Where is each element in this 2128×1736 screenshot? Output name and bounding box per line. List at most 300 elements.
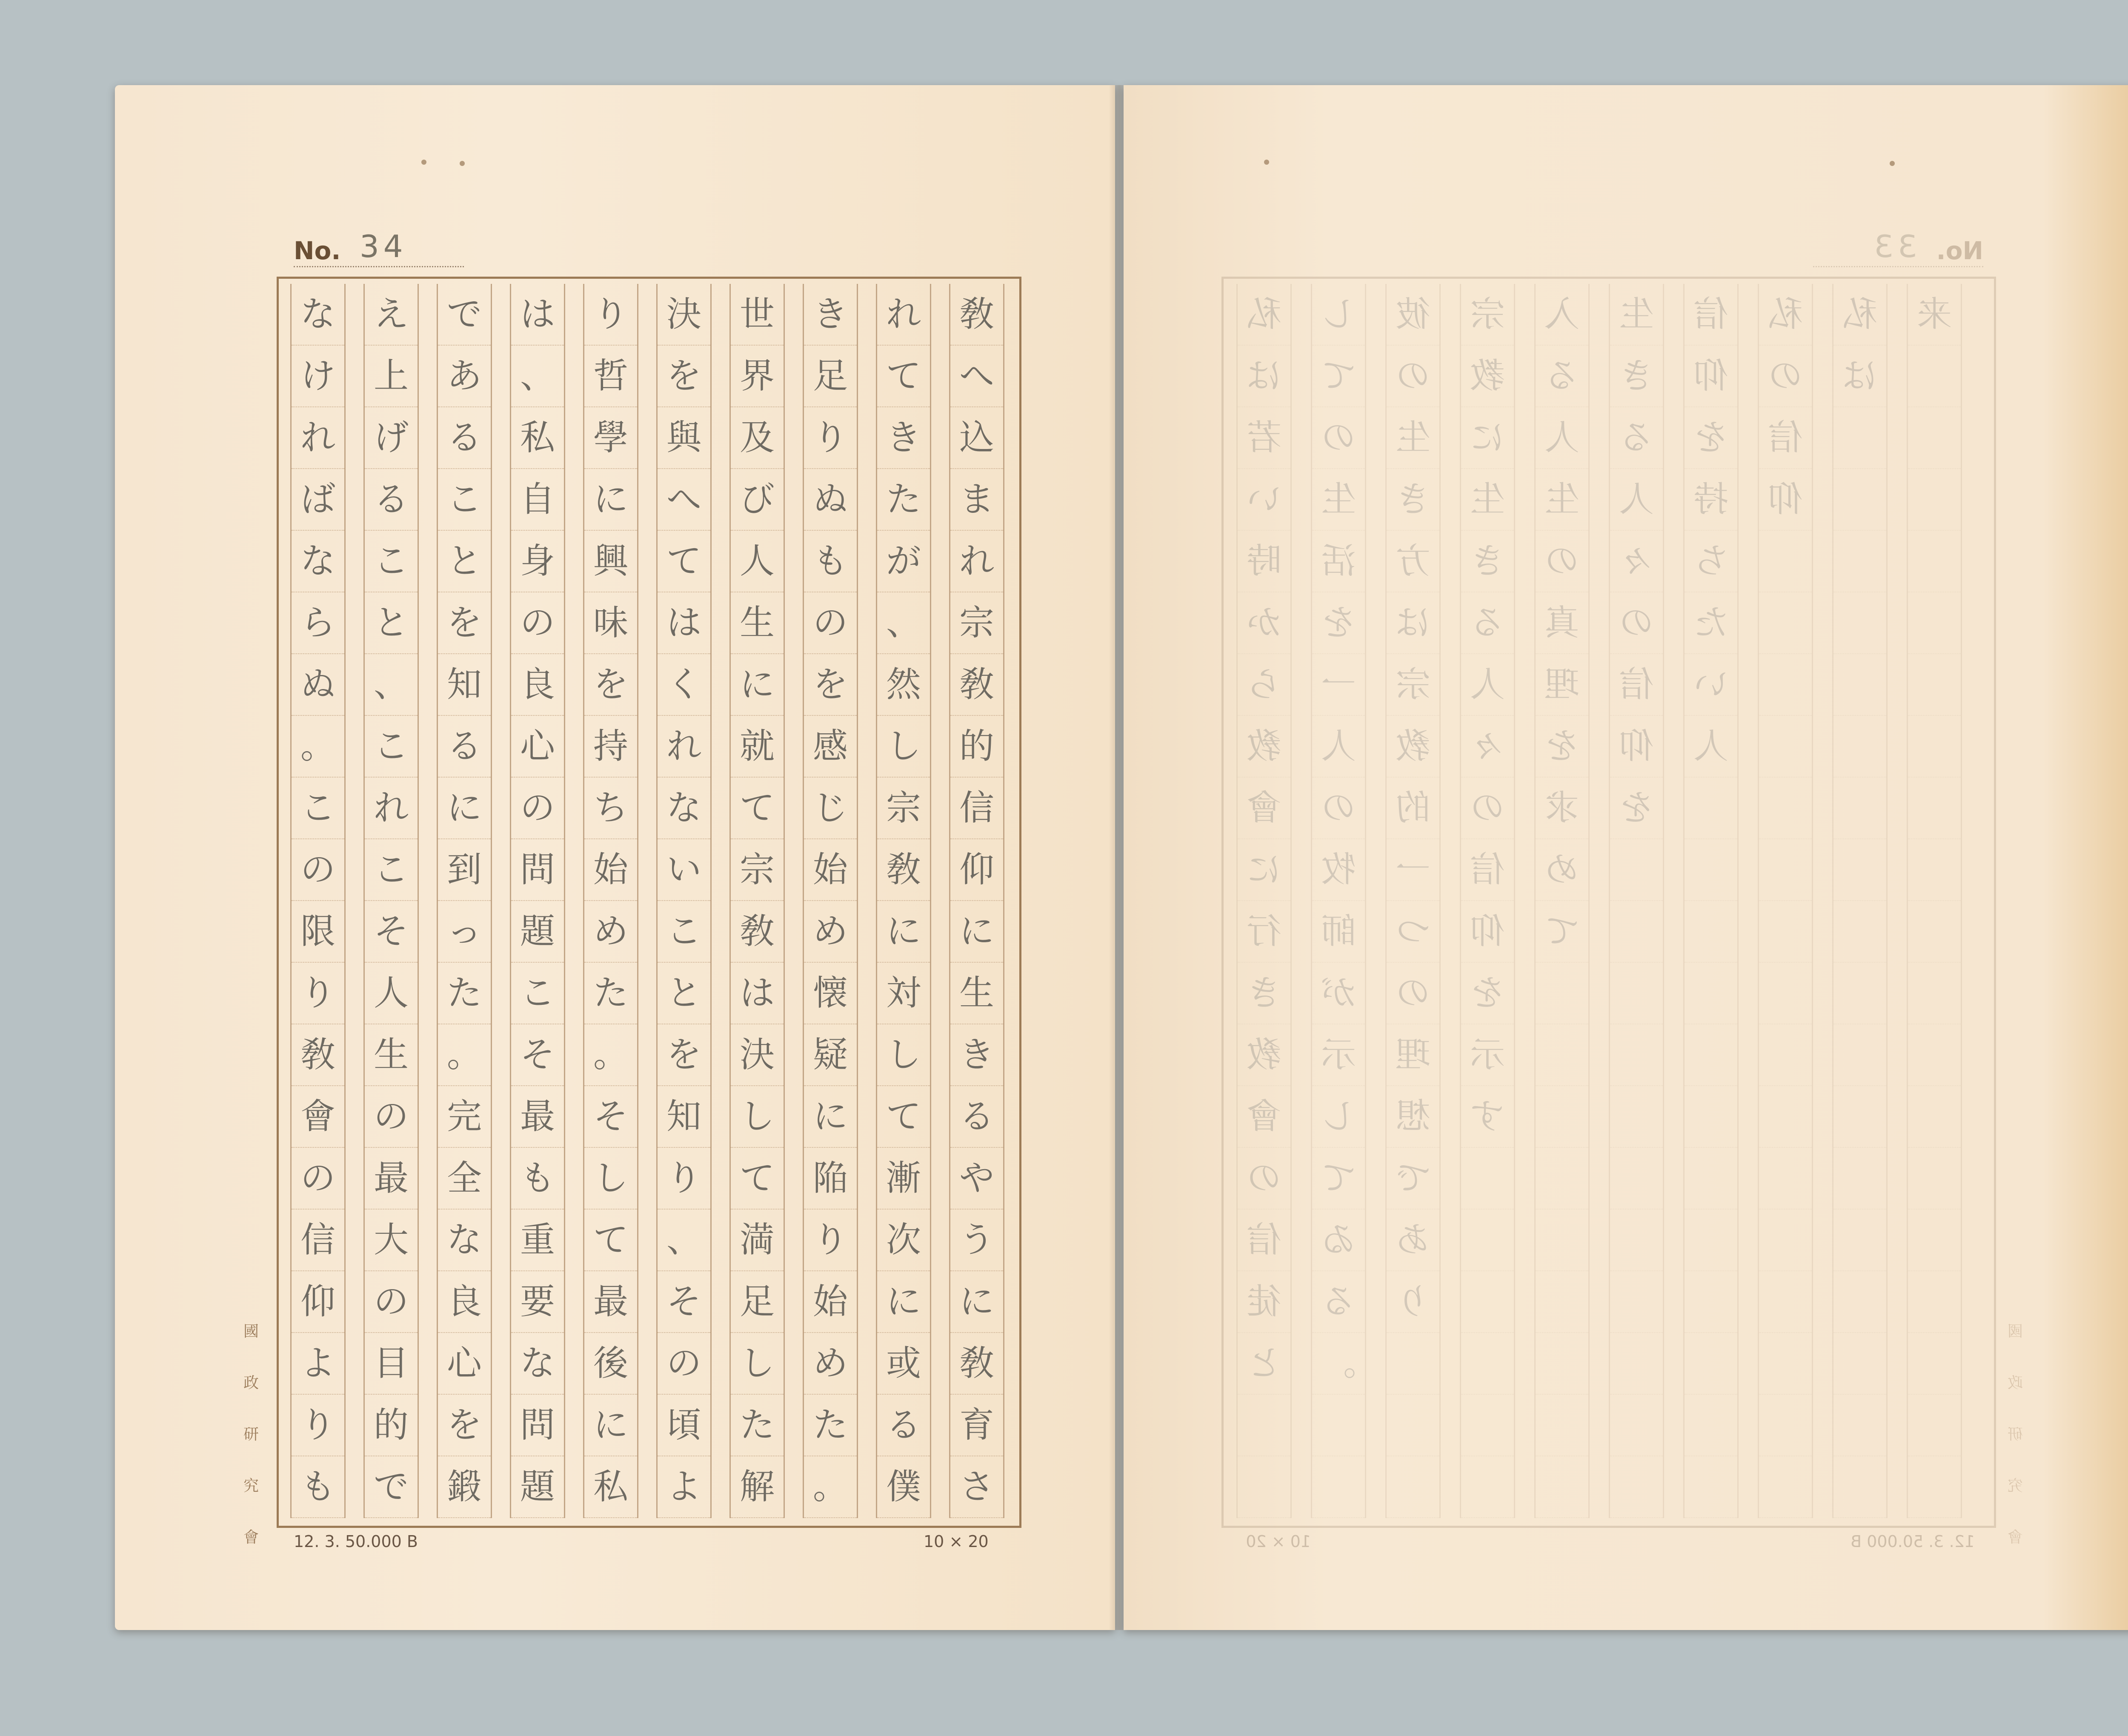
manuscript-cell: こ bbox=[365, 531, 418, 592]
manuscript-cell: 真 bbox=[1536, 592, 1588, 654]
manuscript-cell: し bbox=[584, 1148, 637, 1210]
manuscript-cell: の bbox=[1536, 531, 1588, 592]
manuscript-cell: 自 bbox=[511, 469, 564, 531]
manuscript-cell: 理 bbox=[1387, 1024, 1439, 1086]
manuscript-cell: を bbox=[658, 1024, 710, 1086]
left-page bbox=[115, 85, 1115, 1630]
publisher-stamp bbox=[236, 1319, 266, 1547]
manuscript-cell bbox=[1610, 1333, 1663, 1395]
manuscript-cell bbox=[1312, 1395, 1365, 1456]
print-code: 12. 3. 50.000 B bbox=[1851, 1532, 1975, 1551]
manuscript-cell: き bbox=[804, 284, 857, 346]
manuscript-cell: 最 bbox=[365, 1148, 418, 1210]
manuscript-column bbox=[1758, 284, 1813, 1518]
manuscript-cell bbox=[1238, 1456, 1290, 1518]
manuscript-cell: 解 bbox=[731, 1456, 784, 1518]
manuscript-cell: き bbox=[1461, 531, 1514, 592]
manuscript-cell: 始 bbox=[584, 839, 637, 901]
manuscript-cell: び bbox=[731, 469, 784, 531]
manuscript-cell: に bbox=[1238, 839, 1290, 901]
manuscript-cell: の bbox=[1759, 346, 1812, 407]
manuscript-cell bbox=[1833, 531, 1886, 592]
manuscript-cell bbox=[1461, 1148, 1514, 1210]
manuscript-cell: 頃 bbox=[658, 1395, 710, 1456]
manuscript-column bbox=[729, 284, 785, 1518]
manuscript-cell: は bbox=[1238, 346, 1290, 407]
manuscript-cell: 人 bbox=[1685, 716, 1737, 778]
manuscript-cell: 及 bbox=[731, 407, 784, 469]
manuscript-cell bbox=[1759, 1333, 1812, 1395]
manuscript-cell bbox=[1610, 1086, 1663, 1148]
manuscript-column bbox=[949, 284, 1004, 1518]
manuscript-cell: 重 bbox=[511, 1210, 564, 1271]
manuscript-cell: 信 bbox=[950, 778, 1003, 839]
manuscript-cell: 私 bbox=[511, 407, 564, 469]
manuscript-cell: の bbox=[1312, 778, 1365, 839]
manuscript-cell: 信 bbox=[1759, 407, 1812, 469]
manuscript-cell: 。 bbox=[292, 716, 344, 778]
manuscript-cell: の bbox=[511, 778, 564, 839]
manuscript-cell bbox=[1759, 963, 1812, 1024]
manuscript-cell: 仰 bbox=[1759, 469, 1812, 531]
manuscript-cell: 。 bbox=[438, 1024, 491, 1086]
manuscript-cell: 的 bbox=[1387, 778, 1439, 839]
manuscript-cell: 學 bbox=[584, 407, 637, 469]
manuscript-column bbox=[1236, 284, 1292, 1518]
manuscript-cell bbox=[1908, 1086, 1961, 1148]
manuscript-cell: 、 bbox=[877, 592, 930, 654]
manuscript-cell: 生 bbox=[1312, 469, 1365, 531]
manuscript-cell: た bbox=[1685, 592, 1737, 654]
manuscript-cell: 々 bbox=[1461, 716, 1514, 778]
manuscript-cell: 持 bbox=[1685, 469, 1737, 531]
stamp-character: 會 bbox=[243, 1529, 259, 1546]
manuscript-grid bbox=[1221, 277, 1996, 1528]
manuscript-cell bbox=[1610, 901, 1663, 963]
manuscript-cell: ば bbox=[292, 469, 344, 531]
manuscript-cell bbox=[1908, 1333, 1961, 1395]
manuscript-cell: 題 bbox=[511, 1456, 564, 1518]
manuscript-cell: 々 bbox=[1610, 531, 1663, 592]
manuscript-column bbox=[1609, 284, 1664, 1518]
manuscript-cell: し bbox=[877, 716, 930, 778]
manuscript-cell: そ bbox=[658, 1271, 710, 1333]
manuscript-cell: と bbox=[1238, 1333, 1290, 1395]
manuscript-cell: れ bbox=[365, 778, 418, 839]
manuscript-cell: 来 bbox=[1908, 284, 1961, 346]
manuscript-cell bbox=[1759, 1148, 1812, 1210]
manuscript-cell: れ bbox=[877, 284, 930, 346]
manuscript-cell: 始 bbox=[804, 839, 857, 901]
manuscript-cell: こ bbox=[438, 469, 491, 531]
manuscript-cell: 生 bbox=[1610, 284, 1663, 346]
manuscript-cell: 敎 bbox=[731, 901, 784, 963]
manuscript-cell: 大 bbox=[365, 1210, 418, 1271]
manuscript-cell bbox=[1610, 1148, 1663, 1210]
manuscript-cell: を bbox=[804, 654, 857, 716]
manuscript-cell: 良 bbox=[438, 1271, 491, 1333]
manuscript-cell: ぬ bbox=[804, 469, 857, 531]
manuscript-cell: か bbox=[1238, 592, 1290, 654]
manuscript-cell bbox=[1759, 1456, 1812, 1518]
manuscript-cell bbox=[1908, 654, 1961, 716]
manuscript-cell: つ bbox=[1387, 901, 1439, 963]
manuscript-cell: 敎 bbox=[1238, 716, 1290, 778]
manuscript-cell: 示 bbox=[1461, 1024, 1514, 1086]
manuscript-cell: に bbox=[877, 1271, 930, 1333]
manuscript-cell: ら bbox=[292, 592, 344, 654]
manuscript-cell: る bbox=[1461, 592, 1514, 654]
manuscript-column bbox=[583, 284, 638, 1518]
manuscript-cell: 理 bbox=[1536, 654, 1588, 716]
open-notebook bbox=[115, 85, 2128, 1643]
manuscript-cell: 身 bbox=[511, 531, 564, 592]
manuscript-cell: 鍛 bbox=[438, 1456, 491, 1518]
manuscript-cell: 始 bbox=[804, 1271, 857, 1333]
manuscript-cell: は bbox=[1833, 346, 1886, 407]
manuscript-cell: 僕 bbox=[877, 1456, 930, 1518]
manuscript-cell: て bbox=[731, 778, 784, 839]
manuscript-cell bbox=[1387, 1395, 1439, 1456]
manuscript-cell: の bbox=[1461, 778, 1514, 839]
manuscript-cell: 最 bbox=[511, 1086, 564, 1148]
manuscript-cell: 會 bbox=[1238, 778, 1290, 839]
manuscript-cell: い bbox=[1238, 469, 1290, 531]
manuscript-cell: に bbox=[584, 469, 637, 531]
manuscript-cell bbox=[1908, 469, 1961, 531]
manuscript-cell: の bbox=[1610, 592, 1663, 654]
manuscript-cell: 人 bbox=[731, 531, 784, 592]
manuscript-column bbox=[510, 284, 565, 1518]
manuscript-cell: る bbox=[1610, 407, 1663, 469]
manuscript-column bbox=[290, 284, 346, 1518]
manuscript-cell: や bbox=[950, 1148, 1003, 1210]
manuscript-cell bbox=[1685, 778, 1737, 839]
manuscript-cell bbox=[1759, 592, 1812, 654]
manuscript-cell bbox=[1461, 1210, 1514, 1271]
manuscript-cell bbox=[1536, 1395, 1588, 1456]
manuscript-cell bbox=[1759, 531, 1812, 592]
manuscript-cell bbox=[1610, 1395, 1663, 1456]
manuscript-cell: 込 bbox=[950, 407, 1003, 469]
manuscript-cell: 完 bbox=[438, 1086, 491, 1148]
binding-hole bbox=[421, 160, 426, 165]
manuscript-cell: を bbox=[1610, 778, 1663, 839]
manuscript-cell: り bbox=[658, 1148, 710, 1210]
manuscript-cell: 対 bbox=[877, 963, 930, 1024]
manuscript-cell bbox=[1833, 1086, 1886, 1148]
manuscript-cell bbox=[1833, 469, 1886, 531]
manuscript-cell: 、 bbox=[658, 1210, 710, 1271]
manuscript-cell: 心 bbox=[511, 716, 564, 778]
manuscript-cell bbox=[1685, 839, 1737, 901]
manuscript-cell: り bbox=[584, 284, 637, 346]
manuscript-cell: 徒 bbox=[1238, 1271, 1290, 1333]
page-number bbox=[294, 229, 464, 267]
manuscript-cell: れ bbox=[950, 531, 1003, 592]
manuscript-cell: な bbox=[511, 1333, 564, 1395]
manuscript-cell: を bbox=[1536, 716, 1588, 778]
manuscript-cell: と bbox=[365, 592, 418, 654]
manuscript-cell: 一 bbox=[1312, 654, 1365, 716]
manuscript-cell: 時 bbox=[1238, 531, 1290, 592]
print-code: 12. 3. 50.000 B bbox=[294, 1532, 418, 1551]
manuscript-cell: 陥 bbox=[804, 1148, 857, 1210]
manuscript-cell: 宗 bbox=[950, 592, 1003, 654]
manuscript-cell: た bbox=[438, 963, 491, 1024]
manuscript-column bbox=[876, 284, 931, 1518]
manuscript-cell: り bbox=[292, 963, 344, 1024]
manuscript-column bbox=[1832, 284, 1888, 1518]
manuscript-cell: り bbox=[804, 1210, 857, 1271]
manuscript-cell: た bbox=[877, 469, 930, 531]
manuscript-cell: の bbox=[292, 839, 344, 901]
manuscript-column bbox=[1534, 284, 1590, 1518]
manuscript-cell: な bbox=[292, 284, 344, 346]
manuscript-cell: そ bbox=[584, 1086, 637, 1148]
manuscript-cell bbox=[1461, 1456, 1514, 1518]
manuscript-cell bbox=[1833, 1456, 1886, 1518]
manuscript-cell: 生 bbox=[950, 963, 1003, 1024]
manuscript-cell: あ bbox=[438, 346, 491, 407]
manuscript-cell bbox=[1833, 963, 1886, 1024]
manuscript-cell: 敎 bbox=[950, 1333, 1003, 1395]
stamp-character: 國 bbox=[243, 1323, 259, 1340]
manuscript-cell: 。 bbox=[1312, 1333, 1365, 1395]
manuscript-cell: 私 bbox=[1833, 284, 1886, 346]
stamp-character: 究 bbox=[243, 1477, 259, 1495]
stamp-character: 究 bbox=[2008, 1477, 2023, 1495]
manuscript-cell bbox=[1759, 1395, 1812, 1456]
manuscript-cell: ゐ bbox=[1312, 1210, 1365, 1271]
manuscript-column bbox=[437, 284, 492, 1518]
manuscript-cell bbox=[1908, 1024, 1961, 1086]
manuscript-cell bbox=[1536, 1024, 1588, 1086]
manuscript-cell: く bbox=[658, 654, 710, 716]
manuscript-cell: 活 bbox=[1312, 531, 1365, 592]
manuscript-cell bbox=[1908, 346, 1961, 407]
manuscript-cell: 入 bbox=[1536, 284, 1588, 346]
manuscript-cell bbox=[1759, 1086, 1812, 1148]
manuscript-cell: 生 bbox=[1461, 469, 1514, 531]
manuscript-cell: 敎 bbox=[950, 654, 1003, 716]
manuscript-column bbox=[1385, 284, 1441, 1518]
manuscript-cell: 到 bbox=[438, 839, 491, 901]
manuscript-cell: 信 bbox=[1610, 654, 1663, 716]
manuscript-cell: も bbox=[804, 531, 857, 592]
manuscript-column bbox=[1683, 284, 1739, 1518]
manuscript-grid bbox=[277, 277, 1021, 1528]
manuscript-cell: の bbox=[658, 1333, 710, 1395]
manuscript-cell: 上 bbox=[365, 346, 418, 407]
manuscript-cell bbox=[1536, 1456, 1588, 1518]
manuscript-cell: る bbox=[365, 469, 418, 531]
manuscript-cell bbox=[1833, 1210, 1886, 1271]
manuscript-cell: 決 bbox=[658, 284, 710, 346]
manuscript-cell: 生 bbox=[1387, 407, 1439, 469]
manuscript-cell: 仰 bbox=[1685, 346, 1737, 407]
manuscript-cell bbox=[1908, 1210, 1961, 1271]
manuscript-cell: は bbox=[1387, 592, 1439, 654]
stamp-character: 政 bbox=[243, 1374, 259, 1392]
manuscript-cell bbox=[1908, 901, 1961, 963]
manuscript-cell: 知 bbox=[658, 1086, 710, 1148]
manuscript-cell: 仰 bbox=[1461, 901, 1514, 963]
manuscript-cell bbox=[1908, 531, 1961, 592]
manuscript-cell: 方 bbox=[1387, 531, 1439, 592]
manuscript-cell bbox=[1685, 963, 1737, 1024]
manuscript-cell: ら bbox=[1238, 654, 1290, 716]
manuscript-cell: を bbox=[1312, 592, 1365, 654]
manuscript-cell: に bbox=[950, 901, 1003, 963]
manuscript-cell: 感 bbox=[804, 716, 857, 778]
manuscript-column bbox=[1311, 284, 1366, 1518]
manuscript-cell: て bbox=[658, 531, 710, 592]
manuscript-cell bbox=[1908, 1395, 1961, 1456]
manuscript-cell: に bbox=[877, 901, 930, 963]
manuscript-cell: 敎 bbox=[292, 1024, 344, 1086]
manuscript-cell: 心 bbox=[438, 1333, 491, 1395]
manuscript-cell: 仰 bbox=[292, 1271, 344, 1333]
manuscript-cell: て bbox=[877, 346, 930, 407]
manuscript-cell bbox=[1833, 839, 1886, 901]
manuscript-cell: も bbox=[511, 1148, 564, 1210]
manuscript-cell: 教 bbox=[1461, 346, 1514, 407]
manuscript-cell: を bbox=[584, 654, 637, 716]
manuscript-cell: た bbox=[804, 1395, 857, 1456]
publisher-stamp bbox=[2000, 1319, 2030, 1547]
manuscript-cell: な bbox=[438, 1210, 491, 1271]
manuscript-cell: り bbox=[804, 407, 857, 469]
stamp-character: 會 bbox=[2008, 1529, 2023, 1546]
manuscript-cell: し bbox=[731, 1086, 784, 1148]
manuscript-cell: 次 bbox=[877, 1210, 930, 1271]
manuscript-cell: 哲 bbox=[584, 346, 637, 407]
manuscript-cell: に bbox=[584, 1395, 637, 1456]
manuscript-cell: 限 bbox=[292, 901, 344, 963]
stamp-character: 政 bbox=[2008, 1374, 2023, 1392]
manuscript-cell bbox=[1833, 407, 1886, 469]
manuscript-cell bbox=[1387, 1333, 1439, 1395]
stamp-character: 國 bbox=[2008, 1323, 2023, 1340]
manuscript-cell: て bbox=[1312, 1148, 1365, 1210]
manuscript-cell bbox=[1759, 778, 1812, 839]
manuscript-cell bbox=[1536, 1148, 1588, 1210]
manuscript-cell: る bbox=[877, 1395, 930, 1456]
manuscript-cell bbox=[1610, 1271, 1663, 1333]
manuscript-cell: し bbox=[1312, 284, 1365, 346]
manuscript-cell: 疑 bbox=[804, 1024, 857, 1086]
manuscript-cell: 宗 bbox=[1461, 284, 1514, 346]
manuscript-cell: 界 bbox=[731, 346, 784, 407]
manuscript-cell bbox=[1908, 1271, 1961, 1333]
manuscript-cell: め bbox=[584, 901, 637, 963]
manuscript-cell: に bbox=[731, 654, 784, 716]
manuscript-cell: を bbox=[658, 346, 710, 407]
manuscript-cell: 問 bbox=[511, 839, 564, 901]
manuscript-cell: こ bbox=[365, 839, 418, 901]
manuscript-cell: ま bbox=[950, 469, 1003, 531]
manuscript-cell bbox=[1536, 963, 1588, 1024]
manuscript-cell: 知 bbox=[438, 654, 491, 716]
manuscript-cell: 師 bbox=[1312, 901, 1365, 963]
manuscript-cell: を bbox=[1685, 407, 1737, 469]
manuscript-cell: 敎 bbox=[950, 284, 1003, 346]
manuscript-cell: じ bbox=[804, 778, 857, 839]
manuscript-cell: よ bbox=[292, 1333, 344, 1395]
manuscript-cell bbox=[1908, 1148, 1961, 1210]
manuscript-cell bbox=[1536, 1210, 1588, 1271]
manuscript-cell: め bbox=[1536, 839, 1588, 901]
manuscript-cell: 。 bbox=[584, 1024, 637, 1086]
manuscript-cell bbox=[1833, 1024, 1886, 1086]
manuscript-cell: 私 bbox=[1238, 284, 1290, 346]
manuscript-cell: た bbox=[731, 1395, 784, 1456]
manuscript-cell: 後 bbox=[584, 1333, 637, 1395]
manuscript-cell: し bbox=[1312, 1086, 1365, 1148]
manuscript-cell bbox=[1908, 407, 1961, 469]
manuscript-cell: 目 bbox=[365, 1333, 418, 1395]
manuscript-cell: 私 bbox=[584, 1456, 637, 1518]
manuscript-cell: 持 bbox=[584, 716, 637, 778]
manuscript-cell: 的 bbox=[950, 716, 1003, 778]
manuscript-cell: 敎 bbox=[877, 839, 930, 901]
page-number-label: No. bbox=[1936, 236, 1983, 265]
page-number-value: 34 bbox=[360, 229, 407, 264]
manuscript-cell: へ bbox=[950, 346, 1003, 407]
manuscript-cell: れ bbox=[292, 407, 344, 469]
manuscript-column bbox=[656, 284, 712, 1518]
manuscript-cell: っ bbox=[438, 901, 491, 963]
manuscript-cell: 良 bbox=[511, 654, 564, 716]
manuscript-cell: 育 bbox=[950, 1395, 1003, 1456]
manuscript-cell bbox=[1461, 1395, 1514, 1456]
manuscript-cell: 私 bbox=[1759, 284, 1812, 346]
manuscript-cell bbox=[1610, 963, 1663, 1024]
manuscript-cell: に bbox=[438, 778, 491, 839]
manuscript-cell: 宗 bbox=[731, 839, 784, 901]
manuscript-cell: 。 bbox=[804, 1456, 857, 1518]
manuscript-cell: の bbox=[365, 1086, 418, 1148]
manuscript-cell: て bbox=[584, 1210, 637, 1271]
manuscript-column bbox=[363, 284, 419, 1518]
manuscript-cell: え bbox=[365, 284, 418, 346]
manuscript-cell: 仰 bbox=[1610, 716, 1663, 778]
manuscript-cell: き bbox=[877, 407, 930, 469]
manuscript-cell: け bbox=[292, 346, 344, 407]
manuscript-cell bbox=[1759, 1271, 1812, 1333]
manuscript-cell: の bbox=[1312, 407, 1365, 469]
manuscript-cell: で bbox=[365, 1456, 418, 1518]
manuscript-cell bbox=[1833, 592, 1886, 654]
stamp-character: 研 bbox=[2008, 1426, 2023, 1443]
manuscript-cell bbox=[1536, 1086, 1588, 1148]
manuscript-cell: い bbox=[658, 839, 710, 901]
manuscript-cell: 人 bbox=[1536, 407, 1588, 469]
manuscript-cell: う bbox=[950, 1210, 1003, 1271]
manuscript-column bbox=[1907, 284, 1962, 1518]
manuscript-cell: た bbox=[584, 963, 637, 1024]
manuscript-cell bbox=[1685, 1395, 1737, 1456]
manuscript-cell bbox=[1610, 839, 1663, 901]
manuscript-cell: る bbox=[950, 1086, 1003, 1148]
manuscript-cell: す bbox=[1461, 1086, 1514, 1148]
manuscript-cell: の bbox=[1387, 963, 1439, 1024]
stamp-character: 研 bbox=[243, 1426, 259, 1443]
manuscript-cell: 、 bbox=[511, 346, 564, 407]
manuscript-cell bbox=[1685, 1271, 1737, 1333]
manuscript-cell bbox=[1685, 1148, 1737, 1210]
